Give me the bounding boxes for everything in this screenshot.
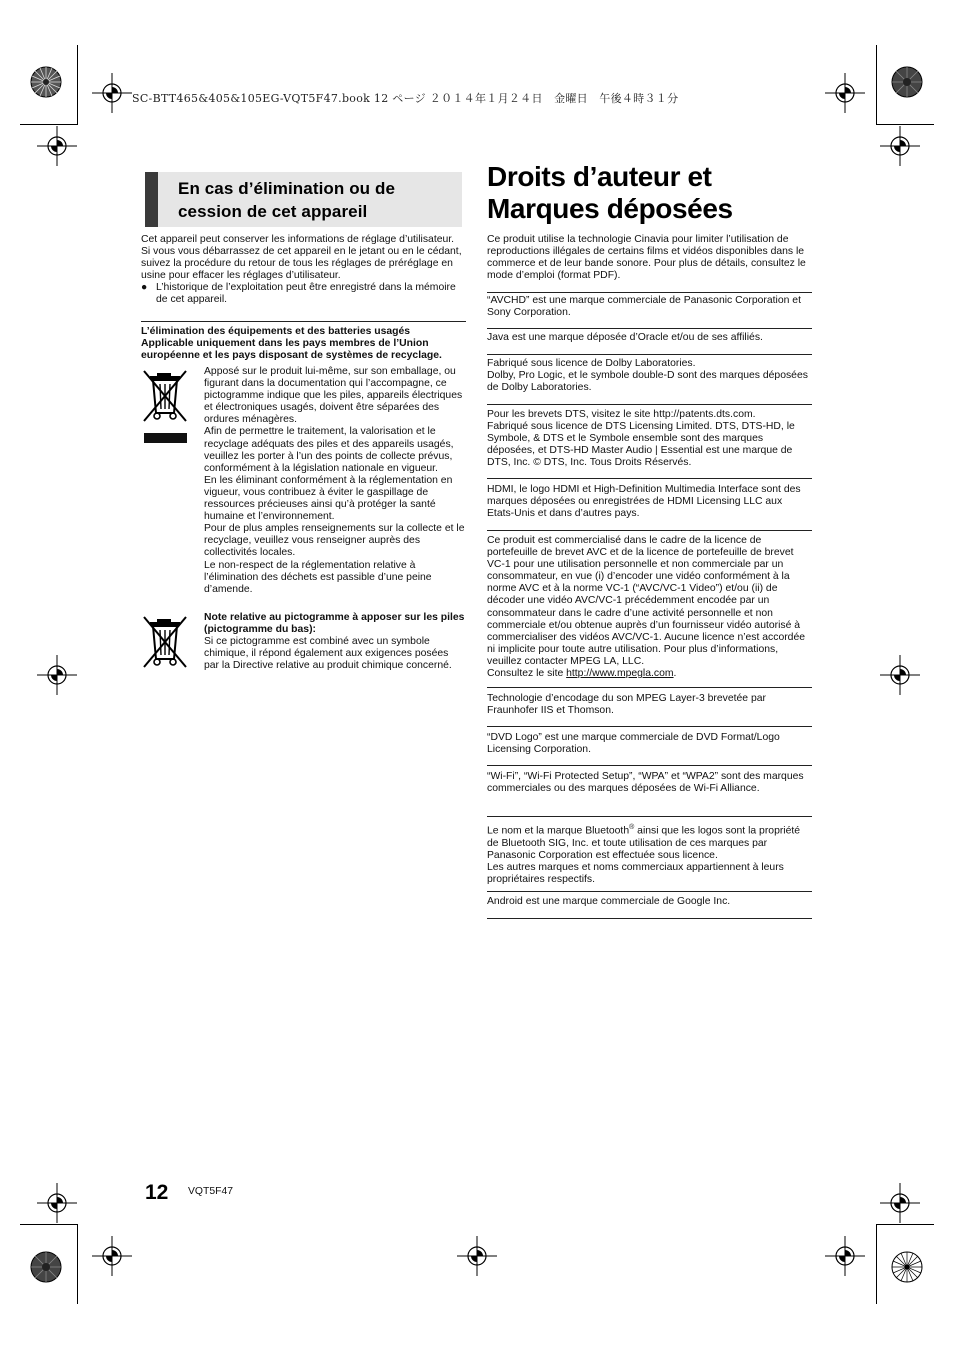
hdmi-text: HDMI, le logo HDMI et High-Definition Multimedia Interface sont des marques déposées ou enregistrées de HDMI Licensing LLC aux Etats-Unis et dans d’autres pays.: [487, 484, 801, 520]
dts-text: Fabriqué sous licence de DTS Licensing Limited. DTS, DTS-HD, le Symbole, & DTS et le Symbole ensemble sont des marques déposées, et DTS-HD Master Audio | Essential est une marque de DTS, Inc. © DTS, Inc. Tous Droits Réservés.: [487, 421, 795, 469]
print-rosette-icon: [30, 1251, 62, 1283]
avchd-notice: [487, 295, 812, 319]
cinavia-text: Ce produit utilise la technologie Cinavia pour limiter l’utilisation de reproductions illégales de certains films et vidéos disponibles dans le commerce et de leur bande sonore. Pour plus de détails, consultez le mode d’emploi (format PDF).: [487, 234, 806, 282]
dvd-notice: [487, 732, 812, 756]
android-text: Android est une marque commerciale de Google Inc.: [487, 896, 731, 907]
dolby-text: Fabriqué sous licence de Dolby Laboratories.: [487, 358, 696, 369]
weee-paragraph: Apposé sur le produit lui-même, sur son emballage, ou figurant dans la documentation qui l’accompagne, ce pictogramme indique que les piles, appareils électriques et électroniques usagés, doivent être séparées des ordures ménagères.: [204, 366, 463, 426]
divider: [487, 404, 812, 405]
avc-link-prefix: Consultez le site: [487, 668, 567, 680]
wifi-text: “Wi-Fi”, “Wi-Fi Protected Setup”, “WPA” et “WPA2” sont des marques commerciales ou des marques déposées de Wi-Fi Alliance.: [487, 771, 804, 795]
java-notice: [487, 332, 812, 344]
divider: [487, 292, 812, 293]
model-code: VQT5F47: [188, 1186, 234, 1197]
weee-heading: [141, 326, 466, 362]
crosshair-mark-icon: [92, 73, 132, 113]
wifi-notice: [487, 771, 812, 795]
android-notice: [487, 896, 812, 908]
divider: [487, 891, 812, 892]
divider: [487, 816, 812, 817]
weee-body: [204, 366, 466, 596]
crop-line: [876, 1224, 934, 1225]
dolby-text: Dolby, Pro Logic, et le symbole double-D sont des marques déposées de Dolby Laboratories.: [487, 370, 808, 394]
page-number: 12: [145, 1181, 169, 1204]
print-rosette-icon: [30, 66, 62, 98]
crosshair-mark-icon: [37, 1183, 77, 1223]
battery-note: [204, 612, 466, 672]
print-file-header: SC-BTT465&405&105EG-VQT5F47.book 12 ページ ２０１４年１月２４日 金曜日 午後４時３１分: [132, 92, 679, 105]
mpeg-text: Technologie d’encodage du son MPEG Layer-3 brevetée par Fraunhofer IIS et Thomson.: [487, 693, 766, 717]
dvd-text: “DVD Logo” est une marque commerciale de DVD Format/Logo Licensing Corporation.: [487, 732, 780, 756]
crop-line: [77, 1224, 78, 1304]
bullet-text: L’historique de l’exploitation peut être enregistré dans la mémoire de cet appareil.: [156, 282, 456, 306]
section-heading-box: [145, 172, 462, 227]
crosshair-mark-icon: [825, 73, 865, 113]
crop-line: [77, 45, 78, 125]
crop-line: [876, 1224, 877, 1304]
divider: [487, 726, 812, 727]
registered-mark: ®: [629, 824, 635, 831]
divider: [487, 918, 812, 919]
bluetooth-rest: ainsi que les logos sont la propriété de Bluetooth SIG, Inc. et toute utilisation de ces marques par Panasonic Corporation est effectuée sous licence.: [487, 825, 801, 861]
bluetooth-prefix: Le nom et la marque Bluetooth: [487, 825, 630, 837]
divider: [487, 478, 812, 479]
separate-collection-bar: [144, 433, 187, 443]
bluetooth-text: [487, 822, 812, 862]
divider: [487, 354, 812, 355]
crosshair-mark-icon: [880, 1183, 920, 1223]
dts-notice: [487, 409, 812, 469]
crossed-battery-bin-icon: [140, 614, 192, 670]
section-heading: En cas d’élimination ou de cession de cet appareil: [178, 179, 396, 221]
crop-line: [20, 1224, 78, 1225]
intro-paragraph: Cet appareil peut conserver les informations de réglage d’utilisateur. Si vous vous débarrassez de cet appareil en le jetant ou en le cédant, suivez la procédure du retour de tous les réglages de préréglage en usine pour effacer les réglages d’utilisateur.: [141, 234, 462, 282]
bluetooth-notice: [487, 822, 812, 886]
weee-subtitle: Applicable uniquement dans les pays membres de l’Union européenne et les pays disposant de systèmes de recyclage.: [141, 338, 442, 362]
weee-paragraph: Afin de permettre le traitement, la valorisation et le recyclage adéquats des piles et des appareils usagés, veuillez les porter à l’un des points de collecte prévus, conformément à la législation nationale en vigueur.: [204, 426, 454, 474]
hdmi-notice: [487, 484, 812, 520]
crosshair-mark-icon: [880, 126, 920, 166]
mpegla-link[interactable]: http://www.mpegla.com: [566, 668, 674, 680]
avc-link-suffix: .: [673, 668, 677, 680]
note-title: Note relative au pictogramme à apposer sur les piles (pictogramme du bas):: [204, 612, 465, 636]
bullet-dot-icon: ●: [141, 282, 148, 294]
weee-paragraph: Le non-respect de la réglementation relative à l’élimination des déchets est passible d’une peine d’amende.: [204, 559, 432, 595]
crossed-bin-icon: [140, 368, 192, 424]
note-text: Si ce pictogramme est combiné avec un symbole chimique, il répond également aux exigences posées par la Directive relative au produit chimique concerné.: [204, 636, 452, 672]
other-marks-text: Les autres marques et noms commerciaux appartiennent à leurs propriétaires respectifs.: [487, 861, 784, 885]
bullet-item: [141, 282, 466, 306]
avchd-text: “AVCHD” est une marque commerciale de Panasonic Corporation et Sony Corporation.: [487, 295, 801, 319]
divider: [487, 765, 812, 766]
weee-paragraph: Pour de plus amples renseignements sur la collecte et le recyclage, veuillez vous renseigner auprès des collectivités locales.: [204, 523, 465, 559]
crosshair-mark-icon: [92, 1236, 132, 1276]
avc-link-line: [487, 668, 812, 680]
crop-line: [876, 124, 934, 125]
divider: [487, 687, 812, 688]
crosshair-mark-icon: [457, 1236, 497, 1276]
dolby-notice: [487, 358, 812, 394]
dts-text: Pour les brevets DTS, visitez le site http://patents.dts.com.: [487, 409, 756, 420]
avc-notice: [487, 535, 812, 680]
crosshair-mark-icon: [37, 126, 77, 166]
weee-paragraph: En les éliminant conformément à la réglementation en vigueur, vous contribuez à éviter le gaspillage de ressources précieuses ainsi qu’à protéger la santé humaine et l’environnement.: [204, 474, 453, 523]
crop-line: [20, 124, 78, 125]
crosshair-mark-icon: [880, 655, 920, 695]
avc-text: Ce produit est commercialisé dans le cadre de la licence de portefeuille de brevet AVC et de la licence de portefeuille de brevet VC-1 pour une utilisation personnelle et non commerciale par un consommateur, en vue (i) d’encoder une vidéo conformément à la norme AVC et à la norme VC-1 (“AVC/VC-1 Video”) et/ou (ii) de décoder une vidéo AVC/VC-1 précédemment encodée par un consommateur dans le cadre d’une activité personnelle et non commerciale et/ou obtenue auprès d’un fournisseur vidéo autorisé à commercialiser des vidéos AVC/VC-1. Aucune licence n’est accordée ni implicite pour toute autre utilisation. Pour plus d’informations, veuillez contacter MPEG LA, LLC.: [487, 535, 806, 667]
crosshair-mark-icon: [825, 1236, 865, 1276]
print-rosette-icon: [891, 66, 923, 98]
mpeg-notice: [487, 693, 812, 717]
divider: [141, 321, 466, 322]
print-rosette-icon: [891, 1251, 923, 1283]
java-text: Java est une marque déposée d’Oracle et/ou de ses affiliés.: [487, 332, 763, 343]
divider: [487, 328, 812, 329]
divider: [487, 530, 812, 531]
cinavia-notice: [487, 234, 812, 282]
page-title: Droits d’auteur et Marques déposées: [487, 161, 733, 224]
disposal-intro: [141, 234, 466, 307]
crop-line: [876, 45, 877, 125]
crosshair-mark-icon: [37, 655, 77, 695]
weee-title: L’élimination des équipements et des batteries usagés: [141, 326, 411, 337]
